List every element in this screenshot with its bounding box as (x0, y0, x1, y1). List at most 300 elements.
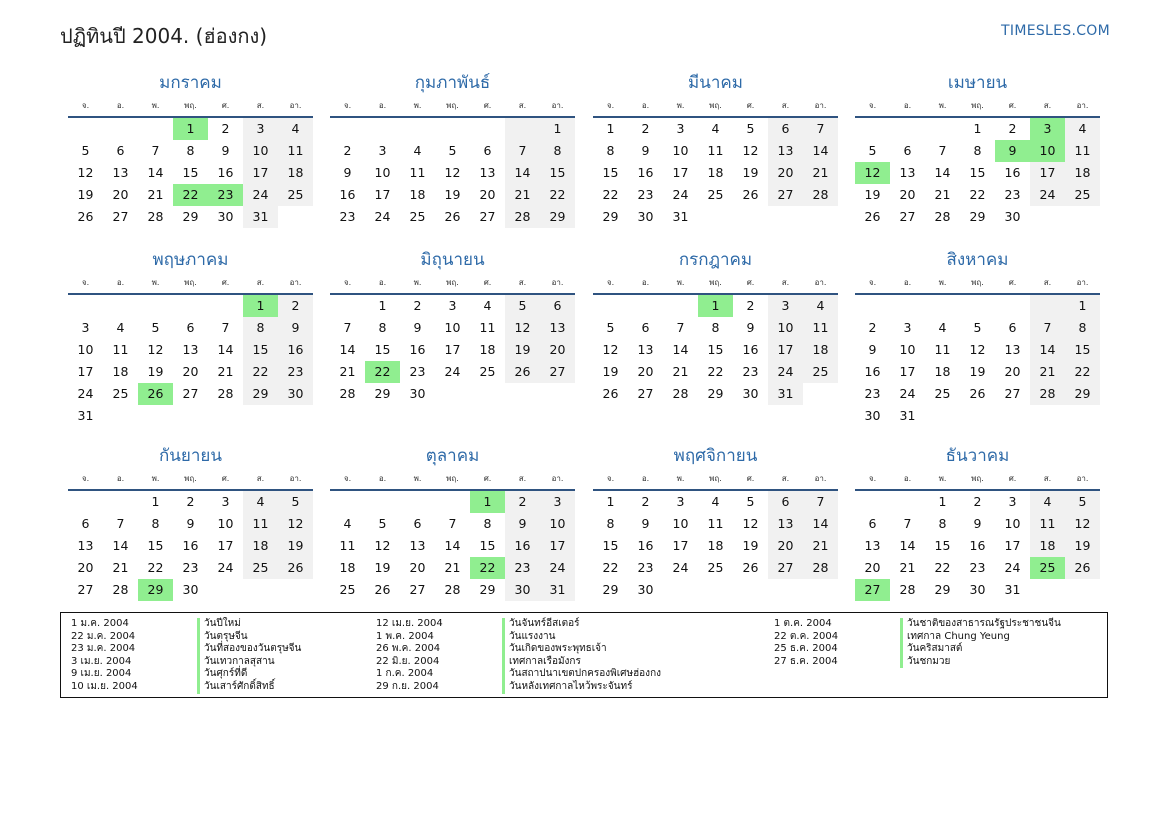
day-cell[interactable]: 19 (742, 538, 759, 553)
day-cell[interactable]: 21 (505, 184, 540, 206)
day-cell[interactable]: 10 (672, 143, 689, 158)
day-cell[interactable]: 25 (707, 560, 724, 575)
day-cell[interactable]: 22 (1065, 361, 1100, 383)
day-cell[interactable]: 12 (742, 516, 759, 531)
day-cell[interactable]: 28 (444, 582, 461, 597)
day-cell[interactable]: 8 (606, 143, 615, 158)
day-cell[interactable]: 24 (374, 209, 391, 224)
day-cell[interactable]: 26 (742, 187, 759, 202)
day-cell[interactable]: 11 (934, 342, 951, 357)
day-cell[interactable]: 15 (969, 165, 986, 180)
day-cell[interactable]: 7 (505, 140, 540, 162)
day-cell[interactable]: 31 (672, 209, 689, 224)
day-cell[interactable]: 19 (602, 364, 619, 379)
day-cell[interactable]: 11 (1065, 140, 1100, 162)
day-cell[interactable]: 24 (768, 361, 803, 383)
day-cell[interactable]: 10 (243, 140, 278, 162)
day-cell[interactable]: 12 (278, 513, 313, 535)
day-cell[interactable]: 6 (186, 320, 195, 335)
holiday-day[interactable]: 9 (995, 140, 1030, 162)
day-cell[interactable]: 8 (243, 317, 278, 339)
day-cell[interactable]: 7 (676, 320, 685, 335)
day-cell[interactable]: 3 (768, 295, 803, 317)
day-cell[interactable]: 13 (768, 513, 803, 535)
day-cell[interactable]: 28 (505, 206, 540, 228)
day-cell[interactable]: 18 (243, 535, 278, 557)
day-cell[interactable]: 24 (1030, 184, 1065, 206)
day-cell[interactable]: 28 (803, 557, 838, 579)
day-cell[interactable]: 13 (409, 538, 426, 553)
day-cell[interactable]: 11 (707, 516, 724, 531)
day-cell[interactable]: 16 (339, 187, 356, 202)
day-cell[interactable]: 8 (938, 516, 947, 531)
day-cell[interactable]: 4 (711, 494, 720, 509)
day-cell[interactable]: 29 (540, 206, 575, 228)
day-cell[interactable]: 6 (413, 516, 422, 531)
day-cell[interactable]: 2 (1008, 121, 1017, 136)
day-cell[interactable]: 3 (676, 494, 685, 509)
day-cell[interactable]: 21 (444, 560, 461, 575)
day-cell[interactable]: 25 (112, 386, 129, 401)
day-cell[interactable]: 30 (864, 408, 881, 423)
day-cell[interactable]: 8 (483, 516, 492, 531)
day-cell[interactable]: 9 (746, 320, 755, 335)
day-cell[interactable]: 21 (217, 364, 234, 379)
day-cell[interactable]: 24 (444, 364, 461, 379)
day-cell[interactable]: 29 (602, 582, 619, 597)
day-cell[interactable]: 28 (899, 582, 916, 597)
day-cell[interactable]: 28 (339, 386, 356, 401)
day-cell[interactable]: 26 (505, 361, 540, 383)
day-cell[interactable]: 25 (934, 386, 951, 401)
day-cell[interactable]: 21 (672, 364, 689, 379)
day-cell[interactable]: 13 (1004, 342, 1021, 357)
day-cell[interactable]: 12 (505, 317, 540, 339)
day-cell[interactable]: 23 (864, 386, 881, 401)
day-cell[interactable]: 14 (803, 140, 838, 162)
day-cell[interactable]: 26 (278, 557, 313, 579)
day-cell[interactable]: 1 (973, 121, 982, 136)
day-cell[interactable]: 14 (339, 342, 356, 357)
day-cell[interactable]: 20 (768, 535, 803, 557)
day-cell[interactable]: 13 (637, 342, 654, 357)
day-cell[interactable]: 22 (969, 187, 986, 202)
day-cell[interactable]: 15 (374, 342, 391, 357)
day-cell[interactable]: 21 (147, 187, 164, 202)
day-cell[interactable]: 30 (969, 582, 986, 597)
day-cell[interactable]: 24 (217, 560, 234, 575)
day-cell[interactable]: 4 (243, 491, 278, 513)
day-cell[interactable]: 29 (934, 582, 951, 597)
day-cell[interactable]: 17 (217, 538, 234, 553)
holiday-day[interactable]: 23 (208, 184, 243, 206)
day-cell[interactable]: 5 (868, 143, 877, 158)
day-cell[interactable]: 2 (973, 494, 982, 509)
day-cell[interactable]: 9 (505, 513, 540, 535)
day-cell[interactable]: 15 (602, 165, 619, 180)
day-cell[interactable]: 9 (343, 165, 352, 180)
day-cell[interactable]: 1 (606, 494, 615, 509)
day-cell[interactable]: 23 (637, 560, 654, 575)
day-cell[interactable]: 27 (768, 184, 803, 206)
day-cell[interactable]: 26 (1065, 557, 1100, 579)
day-cell[interactable]: 29 (374, 386, 391, 401)
holiday-day[interactable]: 1 (173, 118, 208, 140)
day-cell[interactable]: 19 (969, 364, 986, 379)
day-cell[interactable]: 6 (81, 516, 90, 531)
day-cell[interactable]: 7 (151, 143, 160, 158)
day-cell[interactable]: 4 (483, 298, 492, 313)
day-cell[interactable]: 3 (81, 320, 90, 335)
day-cell[interactable]: 25 (278, 184, 313, 206)
day-cell[interactable]: 2 (413, 298, 422, 313)
day-cell[interactable]: 23 (637, 187, 654, 202)
day-cell[interactable]: 18 (278, 162, 313, 184)
day-cell[interactable]: 17 (768, 339, 803, 361)
day-cell[interactable]: 15 (707, 342, 724, 357)
day-cell[interactable]: 14 (934, 165, 951, 180)
day-cell[interactable]: 19 (147, 364, 164, 379)
day-cell[interactable]: 6 (1008, 320, 1017, 335)
day-cell[interactable]: 9 (641, 143, 650, 158)
day-cell[interactable]: 26 (742, 560, 759, 575)
day-cell[interactable]: 7 (116, 516, 125, 531)
day-cell[interactable]: 13 (77, 538, 94, 553)
day-cell[interactable]: 2 (505, 491, 540, 513)
day-cell[interactable]: 8 (151, 516, 160, 531)
day-cell[interactable]: 11 (803, 317, 838, 339)
day-cell[interactable]: 21 (1030, 361, 1065, 383)
day-cell[interactable]: 6 (868, 516, 877, 531)
day-cell[interactable]: 2 (343, 143, 352, 158)
day-cell[interactable]: 20 (112, 187, 129, 202)
day-cell[interactable]: 14 (444, 538, 461, 553)
day-cell[interactable]: 4 (343, 516, 352, 531)
day-cell[interactable]: 12 (77, 165, 94, 180)
day-cell[interactable]: 19 (864, 187, 881, 202)
day-cell[interactable]: 26 (864, 209, 881, 224)
day-cell[interactable]: 14 (112, 538, 129, 553)
day-cell[interactable]: 5 (378, 516, 387, 531)
day-cell[interactable]: 12 (444, 165, 461, 180)
day-cell[interactable]: 7 (938, 143, 947, 158)
day-cell[interactable]: 3 (903, 320, 912, 335)
day-cell[interactable]: 20 (409, 560, 426, 575)
day-cell[interactable]: 17 (444, 342, 461, 357)
day-cell[interactable]: 1 (1065, 295, 1100, 317)
day-cell[interactable]: 8 (711, 320, 720, 335)
day-cell[interactable]: 20 (77, 560, 94, 575)
day-cell[interactable]: 14 (672, 342, 689, 357)
day-cell[interactable]: 15 (540, 162, 575, 184)
day-cell[interactable]: 8 (606, 516, 615, 531)
day-cell[interactable]: 21 (112, 560, 129, 575)
day-cell[interactable]: 13 (479, 165, 496, 180)
day-cell[interactable]: 27 (1004, 386, 1021, 401)
day-cell[interactable]: 3 (378, 143, 387, 158)
day-cell[interactable]: 16 (637, 165, 654, 180)
day-cell[interactable]: 10 (77, 342, 94, 357)
day-cell[interactable]: 23 (339, 209, 356, 224)
day-cell[interactable]: 23 (505, 557, 540, 579)
day-cell[interactable]: 29 (707, 386, 724, 401)
day-cell[interactable]: 26 (77, 209, 94, 224)
day-cell[interactable]: 12 (1065, 513, 1100, 535)
holiday-day[interactable]: 1 (470, 491, 505, 513)
day-cell[interactable]: 30 (409, 386, 426, 401)
day-cell[interactable]: 15 (934, 538, 951, 553)
day-cell[interactable]: 13 (112, 165, 129, 180)
day-cell[interactable]: 2 (278, 295, 313, 317)
day-cell[interactable]: 19 (77, 187, 94, 202)
day-cell[interactable]: 12 (147, 342, 164, 357)
day-cell[interactable]: 9 (186, 516, 195, 531)
day-cell[interactable]: 20 (768, 162, 803, 184)
day-cell[interactable]: 2 (746, 298, 755, 313)
holiday-day[interactable]: 3 (1030, 118, 1065, 140)
day-cell[interactable]: 27 (637, 386, 654, 401)
holiday-day[interactable]: 1 (243, 295, 278, 317)
day-cell[interactable]: 25 (707, 187, 724, 202)
day-cell[interactable]: 9 (221, 143, 230, 158)
day-cell[interactable]: 7 (1030, 317, 1065, 339)
day-cell[interactable]: 17 (374, 187, 391, 202)
day-cell[interactable]: 6 (483, 143, 492, 158)
day-cell[interactable]: 21 (934, 187, 951, 202)
holiday-day[interactable]: 10 (1030, 140, 1065, 162)
day-cell[interactable]: 13 (540, 317, 575, 339)
day-cell[interactable]: 29 (1065, 383, 1100, 405)
day-cell[interactable]: 24 (243, 184, 278, 206)
day-cell[interactable]: 17 (1004, 538, 1021, 553)
day-cell[interactable]: 11 (339, 538, 356, 553)
day-cell[interactable]: 1 (378, 298, 387, 313)
day-cell[interactable]: 18 (409, 187, 426, 202)
day-cell[interactable]: 3 (676, 121, 685, 136)
day-cell[interactable]: 21 (803, 535, 838, 557)
day-cell[interactable]: 18 (1030, 535, 1065, 557)
day-cell[interactable]: 4 (711, 121, 720, 136)
day-cell[interactable]: 23 (742, 364, 759, 379)
day-cell[interactable]: 22 (147, 560, 164, 575)
day-cell[interactable]: 22 (602, 187, 619, 202)
day-cell[interactable]: 6 (116, 143, 125, 158)
day-cell[interactable]: 11 (1030, 513, 1065, 535)
day-cell[interactable]: 6 (768, 118, 803, 140)
day-cell[interactable]: 6 (641, 320, 650, 335)
day-cell[interactable]: 1 (606, 121, 615, 136)
day-cell[interactable]: 19 (1065, 535, 1100, 557)
day-cell[interactable]: 1 (151, 494, 160, 509)
day-cell[interactable]: 6 (903, 143, 912, 158)
day-cell[interactable]: 31 (1004, 582, 1021, 597)
day-cell[interactable]: 7 (448, 516, 457, 531)
day-cell[interactable]: 16 (1004, 165, 1021, 180)
day-cell[interactable]: 5 (746, 494, 755, 509)
day-cell[interactable]: 7 (803, 118, 838, 140)
day-cell[interactable]: 9 (278, 317, 313, 339)
day-cell[interactable]: 27 (479, 209, 496, 224)
day-cell[interactable]: 16 (409, 342, 426, 357)
day-cell[interactable]: 28 (803, 184, 838, 206)
day-cell[interactable]: 3 (243, 118, 278, 140)
day-cell[interactable]: 4 (278, 118, 313, 140)
day-cell[interactable]: 10 (540, 513, 575, 535)
day-cell[interactable]: 15 (243, 339, 278, 361)
day-cell[interactable]: 20 (540, 339, 575, 361)
day-cell[interactable]: 22 (243, 361, 278, 383)
day-cell[interactable]: 17 (77, 364, 94, 379)
day-cell[interactable]: 25 (803, 361, 838, 383)
day-cell[interactable]: 15 (147, 538, 164, 553)
day-cell[interactable]: 17 (672, 538, 689, 553)
day-cell[interactable]: 27 (409, 582, 426, 597)
day-cell[interactable]: 14 (1030, 339, 1065, 361)
day-cell[interactable]: 11 (707, 143, 724, 158)
day-cell[interactable]: 2 (221, 121, 230, 136)
day-cell[interactable]: 14 (217, 342, 234, 357)
day-cell[interactable]: 10 (768, 317, 803, 339)
day-cell[interactable]: 20 (1004, 364, 1021, 379)
day-cell[interactable]: 5 (151, 320, 160, 335)
day-cell[interactable]: 30 (505, 579, 540, 601)
day-cell[interactable]: 22 (707, 364, 724, 379)
day-cell[interactable]: 27 (768, 557, 803, 579)
day-cell[interactable]: 17 (899, 364, 916, 379)
day-cell[interactable]: 15 (602, 538, 619, 553)
day-cell[interactable]: 24 (540, 557, 575, 579)
holiday-day[interactable]: 12 (855, 162, 890, 184)
day-cell[interactable]: 22 (934, 560, 951, 575)
day-cell[interactable]: 29 (969, 209, 986, 224)
day-cell[interactable]: 13 (768, 140, 803, 162)
day-cell[interactable]: 8 (186, 143, 195, 158)
day-cell[interactable]: 17 (672, 165, 689, 180)
holiday-day[interactable]: 22 (470, 557, 505, 579)
day-cell[interactable]: 31 (899, 408, 916, 423)
day-cell[interactable]: 2 (641, 121, 650, 136)
day-cell[interactable]: 24 (899, 386, 916, 401)
day-cell[interactable]: 31 (768, 383, 803, 405)
day-cell[interactable]: 26 (969, 386, 986, 401)
day-cell[interactable]: 9 (413, 320, 422, 335)
day-cell[interactable]: 29 (479, 582, 496, 597)
day-cell[interactable]: 16 (505, 535, 540, 557)
day-cell[interactable]: 3 (1008, 494, 1017, 509)
day-cell[interactable]: 27 (540, 361, 575, 383)
holiday-day[interactable]: 29 (138, 579, 173, 601)
day-cell[interactable]: 4 (413, 143, 422, 158)
day-cell[interactable]: 10 (899, 342, 916, 357)
day-cell[interactable]: 15 (1065, 339, 1100, 361)
day-cell[interactable]: 5 (606, 320, 615, 335)
day-cell[interactable]: 27 (182, 386, 199, 401)
day-cell[interactable]: 30 (278, 383, 313, 405)
day-cell[interactable]: 13 (864, 538, 881, 553)
day-cell[interactable]: 30 (742, 386, 759, 401)
day-cell[interactable]: 11 (409, 165, 426, 180)
day-cell[interactable]: 7 (221, 320, 230, 335)
day-cell[interactable]: 16 (637, 538, 654, 553)
day-cell[interactable]: 24 (672, 560, 689, 575)
day-cell[interactable]: 5 (81, 143, 90, 158)
day-cell[interactable]: 29 (602, 209, 619, 224)
day-cell[interactable]: 10 (444, 320, 461, 335)
holiday-day[interactable]: 22 (365, 361, 400, 383)
day-cell[interactable]: 5 (505, 295, 540, 317)
day-cell[interactable]: 10 (374, 165, 391, 180)
day-cell[interactable]: 18 (339, 560, 356, 575)
day-cell[interactable]: 24 (77, 386, 94, 401)
day-cell[interactable]: 10 (672, 516, 689, 531)
day-cell[interactable]: 18 (803, 339, 838, 361)
day-cell[interactable]: 6 (540, 295, 575, 317)
day-cell[interactable]: 26 (374, 582, 391, 597)
holiday-day[interactable]: 25 (1030, 557, 1065, 579)
day-cell[interactable]: 26 (602, 386, 619, 401)
day-cell[interactable]: 25 (339, 582, 356, 597)
day-cell[interactable]: 4 (116, 320, 125, 335)
holiday-day[interactable]: 1 (698, 295, 733, 317)
day-cell[interactable]: 24 (672, 187, 689, 202)
day-cell[interactable]: 7 (343, 320, 352, 335)
day-cell[interactable]: 13 (899, 165, 916, 180)
day-cell[interactable]: 16 (217, 165, 234, 180)
day-cell[interactable]: 12 (602, 342, 619, 357)
day-cell[interactable]: 19 (444, 187, 461, 202)
day-cell[interactable]: 31 (243, 206, 278, 228)
day-cell[interactable]: 1 (938, 494, 947, 509)
day-cell[interactable]: 14 (505, 162, 540, 184)
day-cell[interactable]: 18 (479, 342, 496, 357)
day-cell[interactable]: 22 (602, 560, 619, 575)
day-cell[interactable]: 19 (278, 535, 313, 557)
day-cell[interactable]: 3 (221, 494, 230, 509)
day-cell[interactable]: 29 (243, 383, 278, 405)
day-cell[interactable]: 23 (278, 361, 313, 383)
day-cell[interactable]: 28 (217, 386, 234, 401)
day-cell[interactable]: 26 (444, 209, 461, 224)
day-cell[interactable]: 17 (540, 535, 575, 557)
day-cell[interactable]: 16 (742, 342, 759, 357)
day-cell[interactable]: 9 (973, 516, 982, 531)
day-cell[interactable]: 9 (868, 342, 877, 357)
day-cell[interactable]: 20 (637, 364, 654, 379)
day-cell[interactable]: 21 (803, 162, 838, 184)
day-cell[interactable]: 8 (378, 320, 387, 335)
day-cell[interactable]: 25 (479, 364, 496, 379)
day-cell[interactable]: 16 (969, 538, 986, 553)
day-cell[interactable]: 17 (243, 162, 278, 184)
day-cell[interactable]: 3 (540, 491, 575, 513)
day-cell[interactable]: 4 (1030, 491, 1065, 513)
day-cell[interactable]: 2 (868, 320, 877, 335)
holiday-day[interactable]: 22 (173, 184, 208, 206)
day-cell[interactable]: 18 (1065, 162, 1100, 184)
day-cell[interactable]: 21 (899, 560, 916, 575)
day-cell[interactable]: 29 (182, 209, 199, 224)
day-cell[interactable]: 16 (182, 538, 199, 553)
brand-link[interactable]: TIMESLES.COM (1001, 23, 1110, 39)
day-cell[interactable]: 18 (934, 364, 951, 379)
day-cell[interactable]: 28 (147, 209, 164, 224)
day-cell[interactable]: 18 (112, 364, 129, 379)
day-cell[interactable]: 1 (540, 118, 575, 140)
day-cell[interactable]: 15 (182, 165, 199, 180)
day-cell[interactable]: 18 (707, 538, 724, 553)
day-cell[interactable]: 28 (934, 209, 951, 224)
day-cell[interactable]: 28 (672, 386, 689, 401)
